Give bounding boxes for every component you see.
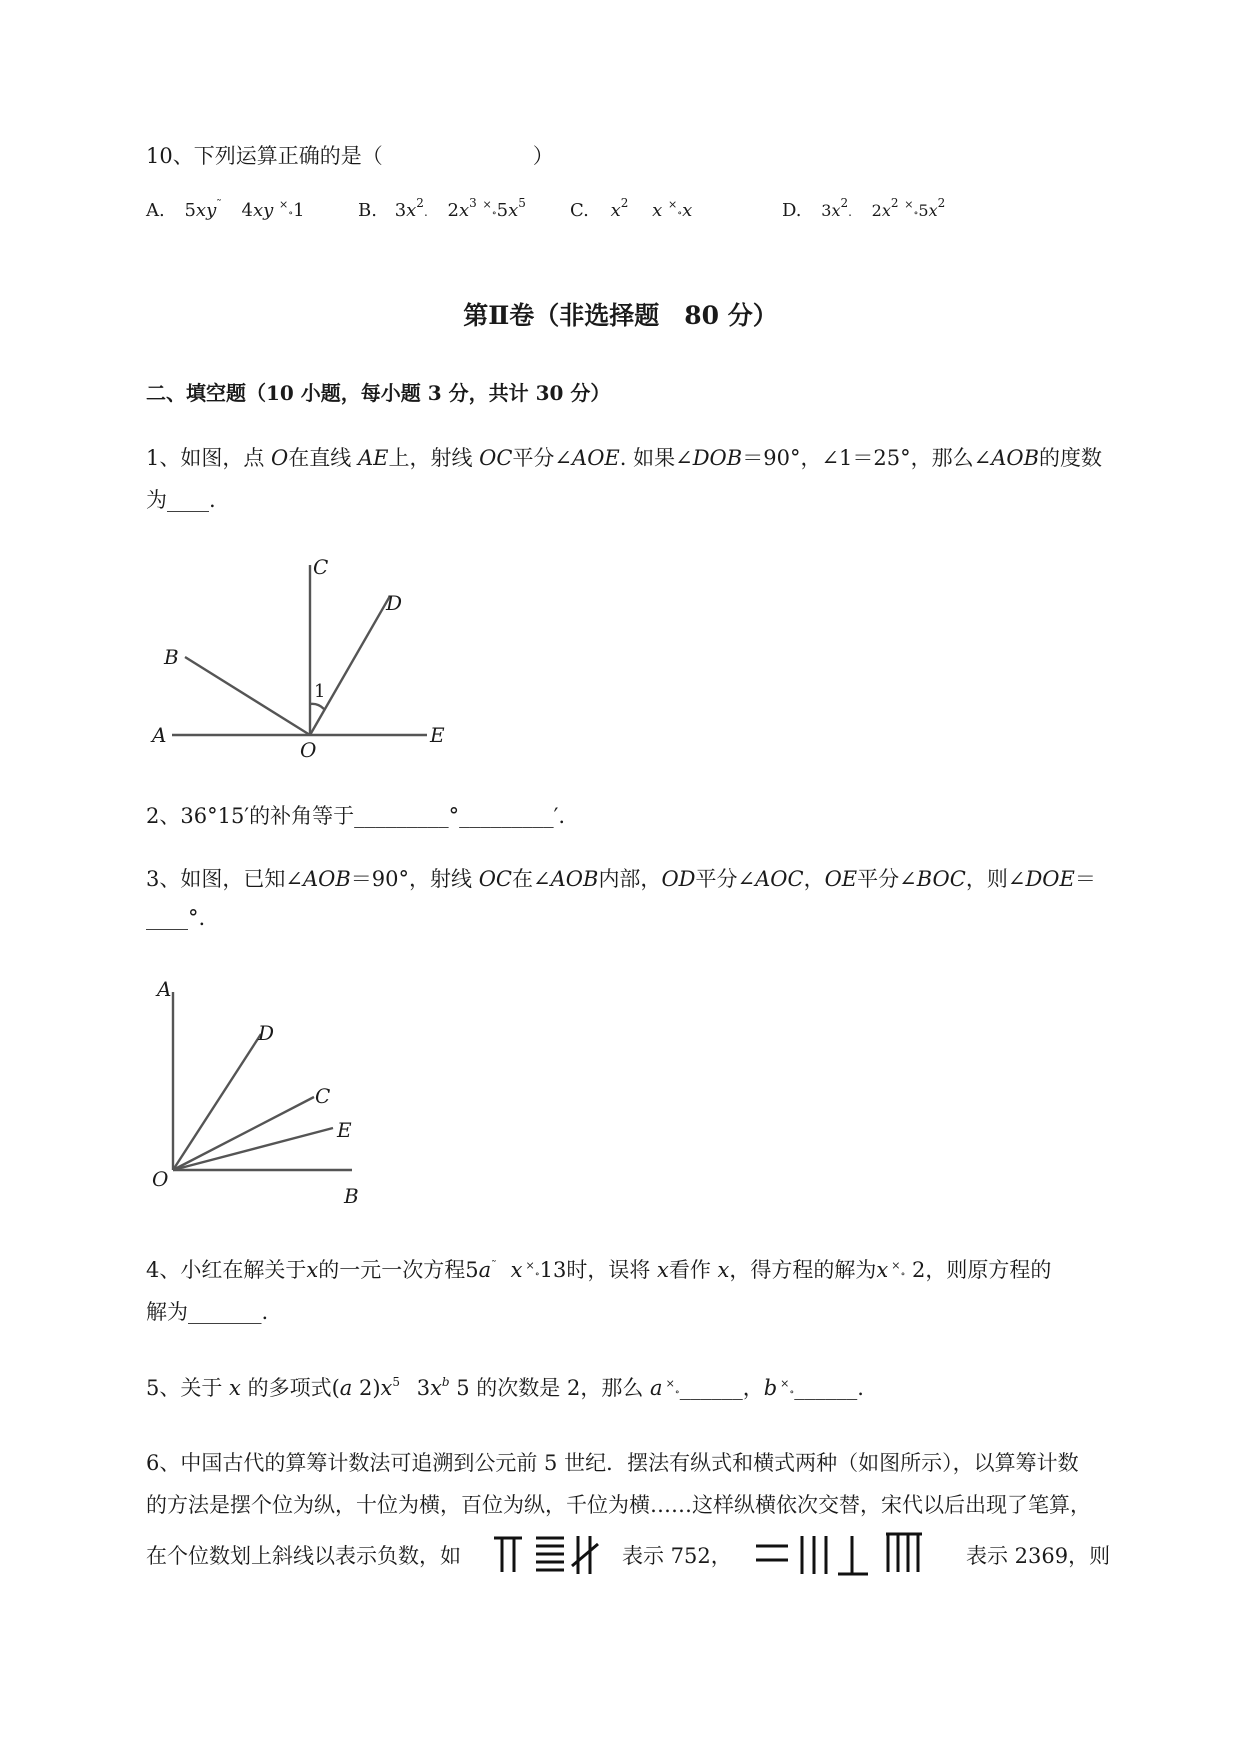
q1-text: . 如果∠ [619,446,693,470]
label-o: O [300,738,317,760]
q4-var: x [717,1258,730,1282]
option-tilde: ˜ [216,198,222,211]
q4-rhs: 13 [539,1258,567,1282]
option-var: x [406,200,417,221]
q5-var: x [380,1376,393,1400]
ray-ob [185,657,310,735]
q3-var: OE [824,867,858,891]
q4-var: a [478,1258,492,1282]
q5-text: 2) [352,1376,381,1400]
q3-text: 内部， [598,867,662,891]
q3-text: ＝90°，射线 [350,867,479,891]
q5-exp: 5 [392,1375,401,1389]
option-exp: 2 [937,196,946,210]
question-2: 2、36°15′的补角等于_________°_________′. [146,804,566,828]
ray-od [310,596,390,735]
counting-rods-2369-icon [752,1528,952,1580]
q3-var: BOC [916,867,966,891]
option-result: 1 [293,200,305,221]
option-var: x [831,201,841,220]
q3-text: 3、如图，已知∠ [146,867,303,891]
q3-var: AOC [755,867,804,891]
option-coef: 5 [184,200,196,221]
angle-1-arc [310,704,324,709]
option-letter: B. [358,200,377,221]
q3-var: AOB [302,867,351,891]
q3-text: 平分∠ [857,867,917,891]
option-var: x [508,200,519,221]
q4-text: 看作 [668,1258,718,1282]
question-4-line-1: 4、小红在解关于x的一元一次方程5a˜ x ×∘13时，误将 x看作 x，得方程的解为x ×∘ 2，则原方程的 [146,1258,1052,1282]
q10-stem-text: 10、下列运算正确的是（ [146,144,383,168]
q1-text: 的度数 [1039,446,1103,470]
option-exp: 2 [890,196,899,210]
q1-var: O [271,446,289,470]
q1-text: ＝90°，∠1＝25°，那么∠ [742,446,992,470]
q4-var: x [306,1258,319,1282]
q4-text: ，得方程的解为 [729,1258,877,1282]
q5-exp: b [441,1375,450,1389]
question-10-stem [146,140,554,170]
q3-var: OD [661,867,696,891]
option-mark: × [668,198,678,211]
q6-text-752: 表示 752， [622,1544,732,1568]
label-c: C [315,1084,331,1108]
q1-var: AOE [572,446,620,470]
option-exp: 2 [840,196,849,210]
q6-text-2369: 表示 2369，则 [966,1544,1111,1568]
option-var: x [458,200,470,221]
option-var: xy [252,200,274,221]
option-a: A. 5xy˜ 4xy ×∘1 [146,198,305,221]
label-a: A [152,723,167,747]
q4-coef: 5 [465,1258,479,1282]
q4-text: 的一元一次方程 [318,1258,466,1282]
label-d: D [258,1021,275,1045]
option-b: B. $3x^2$. $2x^3$ $^\times\circ 5x^5$ [358,196,526,221]
q5-var: a [650,1376,663,1400]
option-coef: 5 [496,200,509,221]
q4-mark: × [525,1259,535,1272]
section-heading: 二、填空题（10 小题，每小题 3 分，共计 30 分） [146,381,611,405]
question-4-line-2: 解为_______. [146,1300,269,1324]
q5-text: ______. [794,1376,864,1400]
label-a: A [157,977,172,1001]
option-d: D. $3x^2$. $2x^2$ $^\times\circ 5x^2$ [782,196,946,221]
option-coef: 2 [871,201,882,220]
section-title: 第Ⅱ卷（非选择题 80 分） [463,301,778,330]
question-6-line-1: 6、中国古代的算筹计数法可追溯到公元前 5 世纪．摆法有纵式和横式两种（如图所示），以算筹计数 [146,1451,1079,1475]
option-exp: 3 [469,196,477,210]
question-6-line-3 [146,1540,461,1570]
figure-1-angle-diagram [140,550,460,760]
q5-var: b [763,1376,778,1400]
label-d: D [386,591,403,615]
question-1-line-2: 为____. [146,488,216,512]
q4-text: 时，误将 [566,1258,658,1282]
q4-text: 4、小红在解关于 [146,1258,307,1282]
option-result: x [682,200,693,221]
q4-var: x [510,1258,523,1282]
figure-2-angle-diagram [140,970,380,1210]
q3-text: ＝ [1074,867,1096,891]
q1-text: 1、如图，点 [146,446,272,470]
option-letter: C. [570,200,589,221]
q3-var: AOB [550,867,599,891]
option-exp: 2 [416,196,424,210]
q4-var: x [876,1258,889,1282]
label-c: C [313,555,329,579]
option-mark: × [904,198,914,211]
label-1: 1 [314,681,326,702]
q1-text: 在直线 [288,446,358,470]
option-c: C. $x^2$ x ×∘x [570,196,693,221]
option-var: x [610,200,621,221]
q4-var: x [657,1258,669,1282]
option-exp: 5 [518,196,526,210]
question-5: 5、关于 x 的多项式(a $2)x^5$ $3x^b$ 5 的次数是 2，那么 a ×∘______，b ×∘______. [146,1375,864,1400]
q5-text: 5 的次数是 2，那么 [449,1376,651,1400]
q5-var: a [339,1376,353,1400]
option-letter: D. [782,200,802,221]
option-exp: 2 [620,196,629,210]
q5-text: 5、关于 [146,1376,230,1400]
q3-text: 平分∠ [695,867,756,891]
q4-tilde: ˜ [491,1259,497,1272]
q3-text: ， [803,867,825,891]
question-3-line-2: ____°. [146,906,206,930]
q1-var: AE [357,446,389,470]
q1-text: 上，射线 [388,446,480,470]
option-var: x [881,201,891,220]
q1-var: AOB [991,446,1040,470]
q5-text: 3 [410,1376,431,1400]
q3-var: OC [478,867,512,891]
q10-close-paren: ） [532,144,554,168]
option-coef: 4 [241,200,253,221]
q5-text: 的多项式( [240,1376,340,1400]
option-coef: 2 [447,200,459,221]
question-3-line-1 [146,863,1096,893]
q5-var: x [430,1376,442,1400]
ray-oc [173,1097,314,1170]
option-coef: 3 [394,200,407,221]
label-o: O [152,1167,169,1191]
label-b: B [164,645,179,669]
q5-var: x [229,1376,241,1400]
q3-var: DOE [1025,867,1075,891]
option-mark: × [482,198,492,211]
option-var: xy [195,200,217,221]
q1-var: OC [479,446,513,470]
q1-var: DOB [692,446,743,470]
label-e: E [337,1118,352,1142]
label-e: E [430,723,445,747]
option-letter: A. [146,200,165,221]
option-var: x [928,201,938,220]
q3-text: ，则∠ [965,867,1026,891]
q5-text: ______， [679,1376,764,1400]
q1-text: 平分∠ [512,446,573,470]
option-coef: 5 [918,201,929,220]
option-mark: × [279,198,289,211]
q4-text: 2，则原方程的 [905,1258,1052,1282]
q3-text: 在∠ [512,867,551,891]
counting-rods-752-icon [492,1532,602,1580]
question-6-line-2: 的方法是摆个位为纵，十位为横，百位为纵，千位为横……这样纵横依次交替，宋代以后出现了笔算， [146,1493,1091,1517]
label-b: B [344,1184,359,1208]
question-1-line-1 [146,442,1102,472]
option-coef: 3 [821,201,832,220]
option-var: x [652,200,663,221]
q6-text: 在个位数划上斜线以表示负数，如 [146,1544,461,1568]
